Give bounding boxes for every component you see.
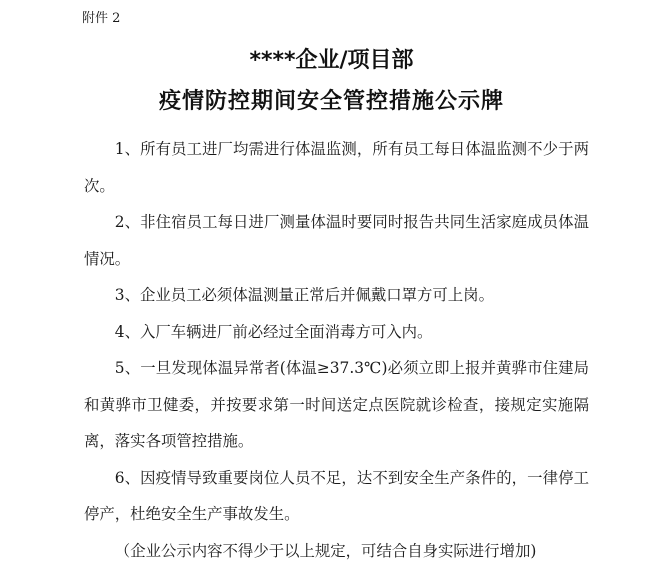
attachment-label: 附件 2 [82,11,121,26]
document-body [84,131,589,569]
paragraph-6: 6、因疫情导致重要岗位人员不足，达不到安全生产条件的，一律停工停产，杜绝安全生产事故发生。 [84,468,589,523]
paragraph-2: 2、非住宿员工每日进厂测量体温时要同时报告共同生活家庭成员体温情况。 [84,213,589,268]
paragraph-5: 5、一旦发现体温异常者(体温≥37.3℃)必须立即上报并黄骅市住建局和黄骅市卫健委，并按要求第一时间送定点医院就诊检查，接规定实施隔离，落实各项管控措施。 [84,359,589,450]
document-title-line1: ****企业/项目部 [249,48,414,73]
paragraph-1: 1、所有员工进厂均需进行体温监测，所有员工每日体温监测不少于两次。 [84,140,589,195]
paragraph-3: 3、企业员工必须体温测量正常后并佩戴口罩方可上岗。 [114,286,494,304]
paragraph-4: 4、入厂车辆进厂前必经过全面消毒方可入内。 [114,322,433,341]
document-title-line2: 疫情防控期间安全管控措施公示牌 [158,89,504,114]
paragraph-note: （企业公示内容不得少于以上规定，可结合自身实际进行增加) [114,541,537,560]
